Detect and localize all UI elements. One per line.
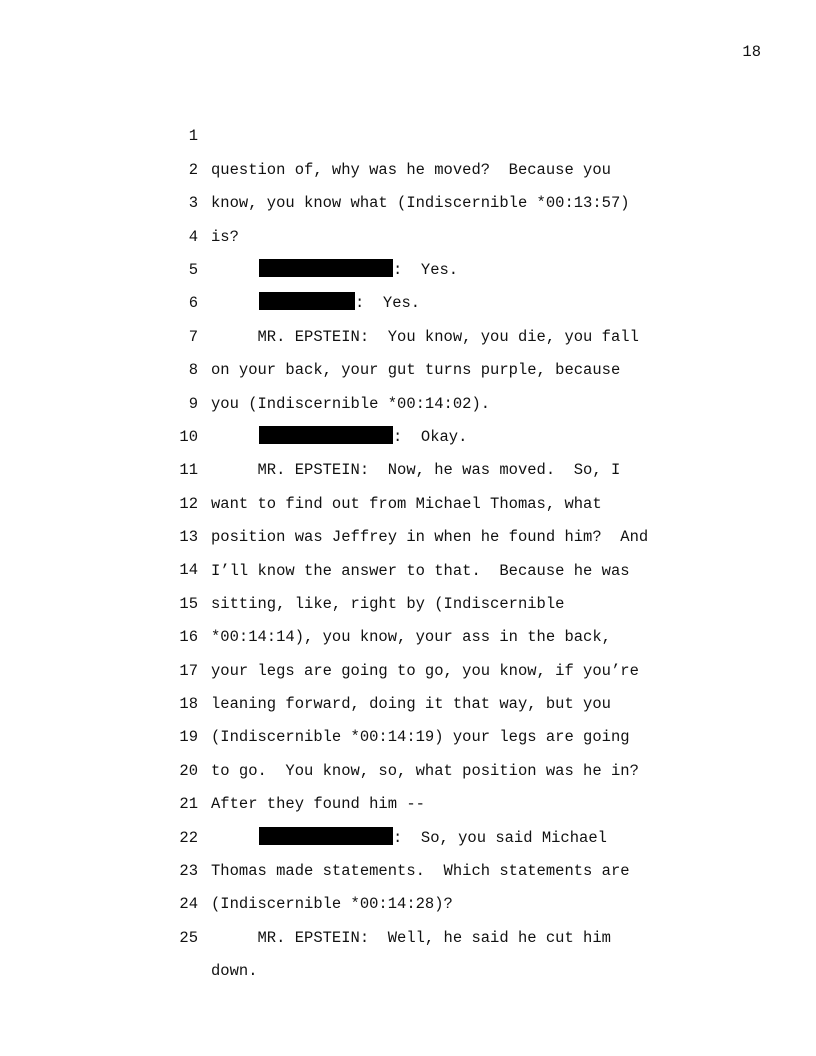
line-text: is? [211,227,239,246]
line-number: 17 [179,661,198,680]
line-text: sitting, like, right by (Indiscernible [211,594,565,613]
line-number: 3 [188,194,198,213]
line-number: 9 [188,394,198,413]
line-number: 19 [179,728,198,747]
line-text: you (Indiscernible *00:14:02). [211,394,491,413]
line-number: 6 [188,294,198,313]
line-text: MR. EPSTEIN: Now, he was moved. So, I [211,461,621,480]
line-text: After they found him -- [211,795,425,814]
line-number: 7 [188,327,198,346]
line-number: 21 [179,795,198,814]
line-number: 12 [179,494,198,513]
line-number: 25 [179,928,198,947]
line-text: question of, why was he moved? Because you [211,160,611,179]
line-number: 5 [188,260,198,279]
line-number: 1 [188,127,198,146]
transcript-body [0,87,816,981]
page-number: 18 [742,43,761,61]
line-text: on your back, your gut turns purple, because [211,361,621,380]
line-number: 22 [179,828,198,847]
line-text: leaning forward, doing it that way, but you [211,695,611,714]
line-text: MR. EPSTEIN: Well, he said he cut him [211,928,611,947]
line-number: 18 [179,695,198,714]
line-text: your legs are going to go, you know, if you’re [211,661,639,680]
speaker-text: : So, you said Michael [393,828,607,847]
line-text: I’ll know the answer to that. Because he was [211,561,630,580]
line-text: *00:14:14), you know, your ass in the back, [211,628,611,647]
line-text: to go. You know, so, what position was he in? [211,761,639,780]
line-number: 24 [179,895,198,914]
line-number: 14 [179,561,198,580]
line-number: 23 [179,862,198,880]
speaker-text: : Okay. [393,427,468,446]
line-text: (Indiscernible *00:14:28)? [211,895,453,914]
line-number: 15 [179,594,198,613]
line-text: want to find out from Michael Thomas, what [211,494,602,513]
line-text: position was Jeffrey in when he found him? And [211,528,649,547]
line-number: 11 [179,461,198,480]
line-text: down. [211,962,258,981]
line-number: 16 [179,628,198,647]
transcript-line [0,87,816,179]
line-number: 2 [188,160,198,179]
speaker-text: : Yes. [393,260,459,279]
line-text: MR. EPSTEIN: You know, you die, you fall [211,327,639,346]
speaker-text: : Yes. [355,294,421,313]
line-text: know, you know what (Indiscernible *00:13:57) [211,194,630,213]
line-number: 10 [179,427,198,446]
line-number: 13 [179,528,198,547]
line-number: 8 [188,361,198,380]
line-text: Thomas made statements. Which statements are [211,862,630,881]
transcript-line [0,221,816,313]
line-number: 4 [188,227,198,246]
line-text: (Indiscernible *00:14:19) your legs are going [211,728,630,747]
line-number: 20 [179,761,198,780]
